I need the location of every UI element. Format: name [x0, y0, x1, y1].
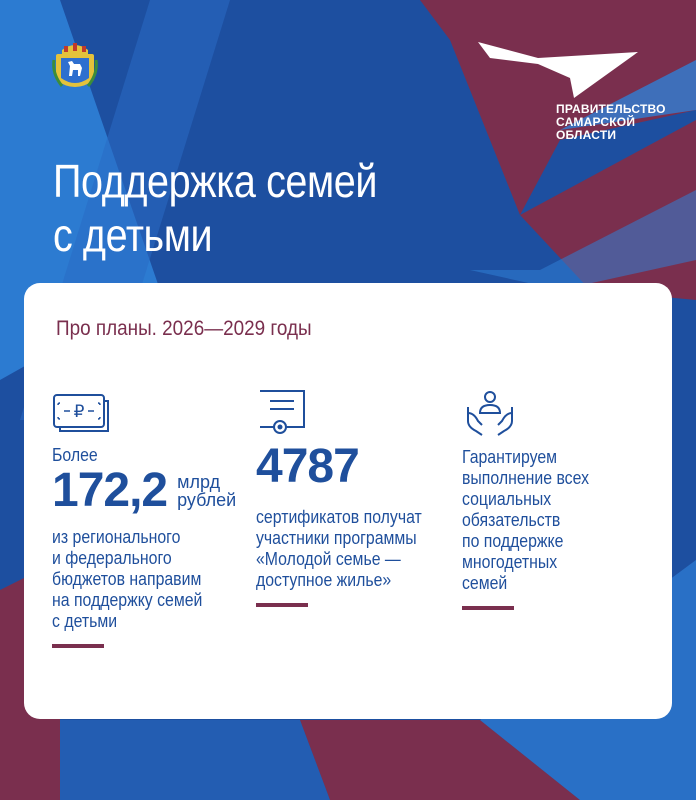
certificates-description: [256, 507, 456, 591]
unit-line: рублей: [177, 490, 237, 510]
budget-column: [52, 389, 262, 648]
text-line: доступное жилье»: [256, 570, 392, 590]
brand-name: [556, 103, 666, 142]
text-line: Гарантируем: [462, 447, 558, 467]
budget-number: 172,2: [52, 464, 168, 517]
text-line: социальных: [462, 489, 552, 509]
budget-unit: [177, 473, 236, 509]
budget-description: [52, 527, 262, 632]
text-line: с детьми: [52, 611, 118, 631]
text-line: выполнение всех: [462, 468, 589, 488]
certificates-number: 4787: [256, 440, 359, 493]
accent-bar: [256, 603, 308, 607]
budget-amount: [52, 464, 262, 517]
accent-bar: [462, 606, 514, 610]
info-card: [24, 283, 672, 719]
brand-line: САМАРСКОЙ: [556, 115, 636, 129]
text-line: «Молодой семье —: [256, 549, 401, 569]
government-wing-logo-icon: [478, 38, 638, 98]
certificate-icon: [256, 389, 316, 437]
text-line: многодетных: [462, 552, 558, 572]
text-line: семей: [462, 573, 508, 593]
svg-text:₽: ₽: [73, 402, 85, 422]
budget-lead: Более: [52, 445, 98, 465]
title-line: с детьми: [53, 209, 213, 261]
text-line: и федерального: [52, 548, 172, 568]
accent-bar: [52, 644, 104, 648]
unit-line: млрд: [177, 472, 221, 492]
text-line: из регионального: [52, 527, 181, 547]
obligations-column: [462, 389, 662, 610]
certificates-column: [256, 389, 456, 607]
title-line: Поддержка семей: [53, 155, 378, 207]
samara-region-coat-of-arms-icon: [52, 40, 98, 94]
text-line: сертификатов получат: [256, 507, 422, 527]
obligations-description: [462, 447, 662, 594]
brand-line: ПРАВИТЕЛЬСТВО: [556, 102, 666, 116]
hands-person-care-icon: [462, 389, 522, 437]
text-line: участники программы: [256, 528, 417, 548]
card-subtitle: Про планы. 2026—2029 годы: [56, 317, 312, 340]
text-line: на поддержку семей: [52, 590, 203, 610]
page-title: [53, 154, 430, 262]
ruble-banknote-icon: [52, 389, 112, 437]
brand-line: ОБЛАСТИ: [556, 128, 617, 142]
text-line: по поддержке: [462, 531, 564, 551]
text-line: обязательств: [462, 510, 561, 530]
text-line: бюджетов направим: [52, 569, 202, 589]
